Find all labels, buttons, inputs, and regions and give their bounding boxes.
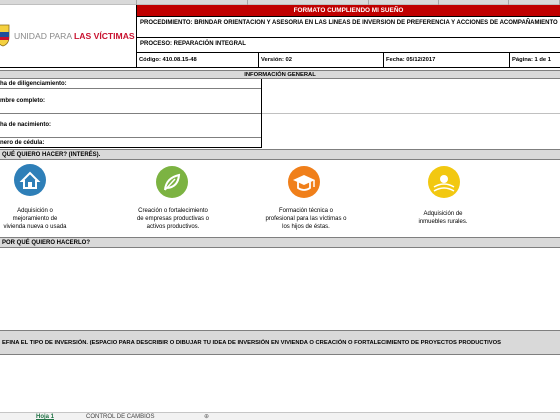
leaf-icon bbox=[156, 166, 188, 198]
option-label-line: Creación o fortalecimiento bbox=[138, 208, 208, 214]
define-answer-area[interactable] bbox=[0, 355, 560, 412]
divider bbox=[0, 147, 261, 148]
divider bbox=[262, 113, 560, 114]
pagina-cell[interactable]: Página: 1 de 1 bbox=[512, 57, 551, 63]
rural-field-icon bbox=[428, 166, 460, 198]
option-label-line: inmuebles rurales. bbox=[418, 219, 468, 225]
option-label-line: de empresas productivas o bbox=[136, 216, 210, 222]
option-label-line: mejoramiento de bbox=[12, 216, 58, 222]
option-label-line: profesional para las víctimas o bbox=[265, 216, 347, 222]
option-label bbox=[251, 207, 361, 231]
info-general-header[interactable]: INFORMACIÓN GENERAL bbox=[0, 70, 560, 79]
logo-text-part1: UNIDAD PARA bbox=[14, 31, 75, 41]
graduation-cap-icon bbox=[288, 166, 320, 198]
field-numero-cedula[interactable]: nero de cédula: bbox=[0, 140, 45, 146]
divider bbox=[0, 113, 261, 114]
logo-text-part2: LAS VÍCTIMAS bbox=[74, 31, 135, 41]
option-label bbox=[0, 207, 90, 231]
form-title[interactable]: FORMATO CUMPLIENDO MI SUEÑO bbox=[137, 5, 560, 17]
porque-answer-area[interactable] bbox=[0, 248, 560, 330]
divider bbox=[0, 137, 261, 138]
field-fecha-nacimiento[interactable]: ha de nacimiento: bbox=[0, 122, 52, 128]
add-sheet-icon[interactable]: ⊕ bbox=[204, 414, 210, 420]
section-que-quiero-hacer[interactable]: QUÉ QUIERO HACER? (INTERÉS). bbox=[0, 149, 560, 160]
divider bbox=[0, 88, 261, 89]
proceso-cell[interactable]: PROCESO: REPARACIÓN INTEGRAL bbox=[137, 38, 560, 53]
option-formacion[interactable] bbox=[250, 160, 370, 238]
house-icon bbox=[14, 164, 46, 196]
coat-of-arms-icon bbox=[0, 23, 12, 47]
procedimiento-cell[interactable]: PROCEDIMIENTO: BRINDAR ORIENTACION Y ASESORIA EN LAS LINEAS DE INVERSION DE PREFERENCIA Y ACCIONES DE ACOMPAÑAMIENTO bbox=[137, 17, 560, 38]
option-label-line: activos productivos. bbox=[146, 224, 200, 230]
sheet-tab-bar bbox=[0, 412, 560, 420]
field-fecha-diligenciamiento[interactable]: ha de diligenciamiento: bbox=[0, 81, 67, 87]
option-label bbox=[118, 207, 228, 231]
sheet-tab-control-cambios[interactable]: CONTROL DE CAMBIOS bbox=[86, 414, 155, 420]
option-label-line: vivienda nueva o usada bbox=[3, 224, 67, 230]
field-nombre-completo[interactable]: mbre completo: bbox=[0, 98, 46, 104]
fecha-cell[interactable]: Fecha: 05/12/2017 bbox=[384, 53, 510, 68]
option-inmuebles-rurales[interactable] bbox=[380, 160, 510, 238]
logo-cell bbox=[0, 5, 137, 68]
logo bbox=[14, 31, 135, 41]
option-label-line: Adquisición de bbox=[423, 211, 463, 217]
option-label-line: Formación técnica o bbox=[278, 208, 334, 214]
meta-row bbox=[137, 53, 560, 68]
option-empresas-productivas[interactable] bbox=[120, 160, 240, 238]
sheet-tab-hoja1[interactable]: Hoja 1 bbox=[36, 414, 55, 420]
section-por-que[interactable]: POR QUÉ QUIERO HACERLO? bbox=[0, 237, 560, 248]
section-define-inversion[interactable]: EFINA EL TIPO DE INVERSIÓN. (ESPACIO PARA DESCRIBIR O DIBUJAR TU IDEA DE INVERSIÓN EN VIVIENDA O CREACIÓN O FORTALECIMIENTO DE PROYECTOS PRODUCTIVOS bbox=[0, 330, 560, 355]
option-label-line: los hijos de éstas. bbox=[282, 224, 330, 230]
option-label-line: Adquisición o bbox=[17, 208, 53, 214]
codigo-cell[interactable]: Código: 410.08.15-48 bbox=[137, 53, 259, 68]
version-cell[interactable]: Versión: 02 bbox=[259, 53, 384, 68]
option-label bbox=[388, 210, 498, 226]
